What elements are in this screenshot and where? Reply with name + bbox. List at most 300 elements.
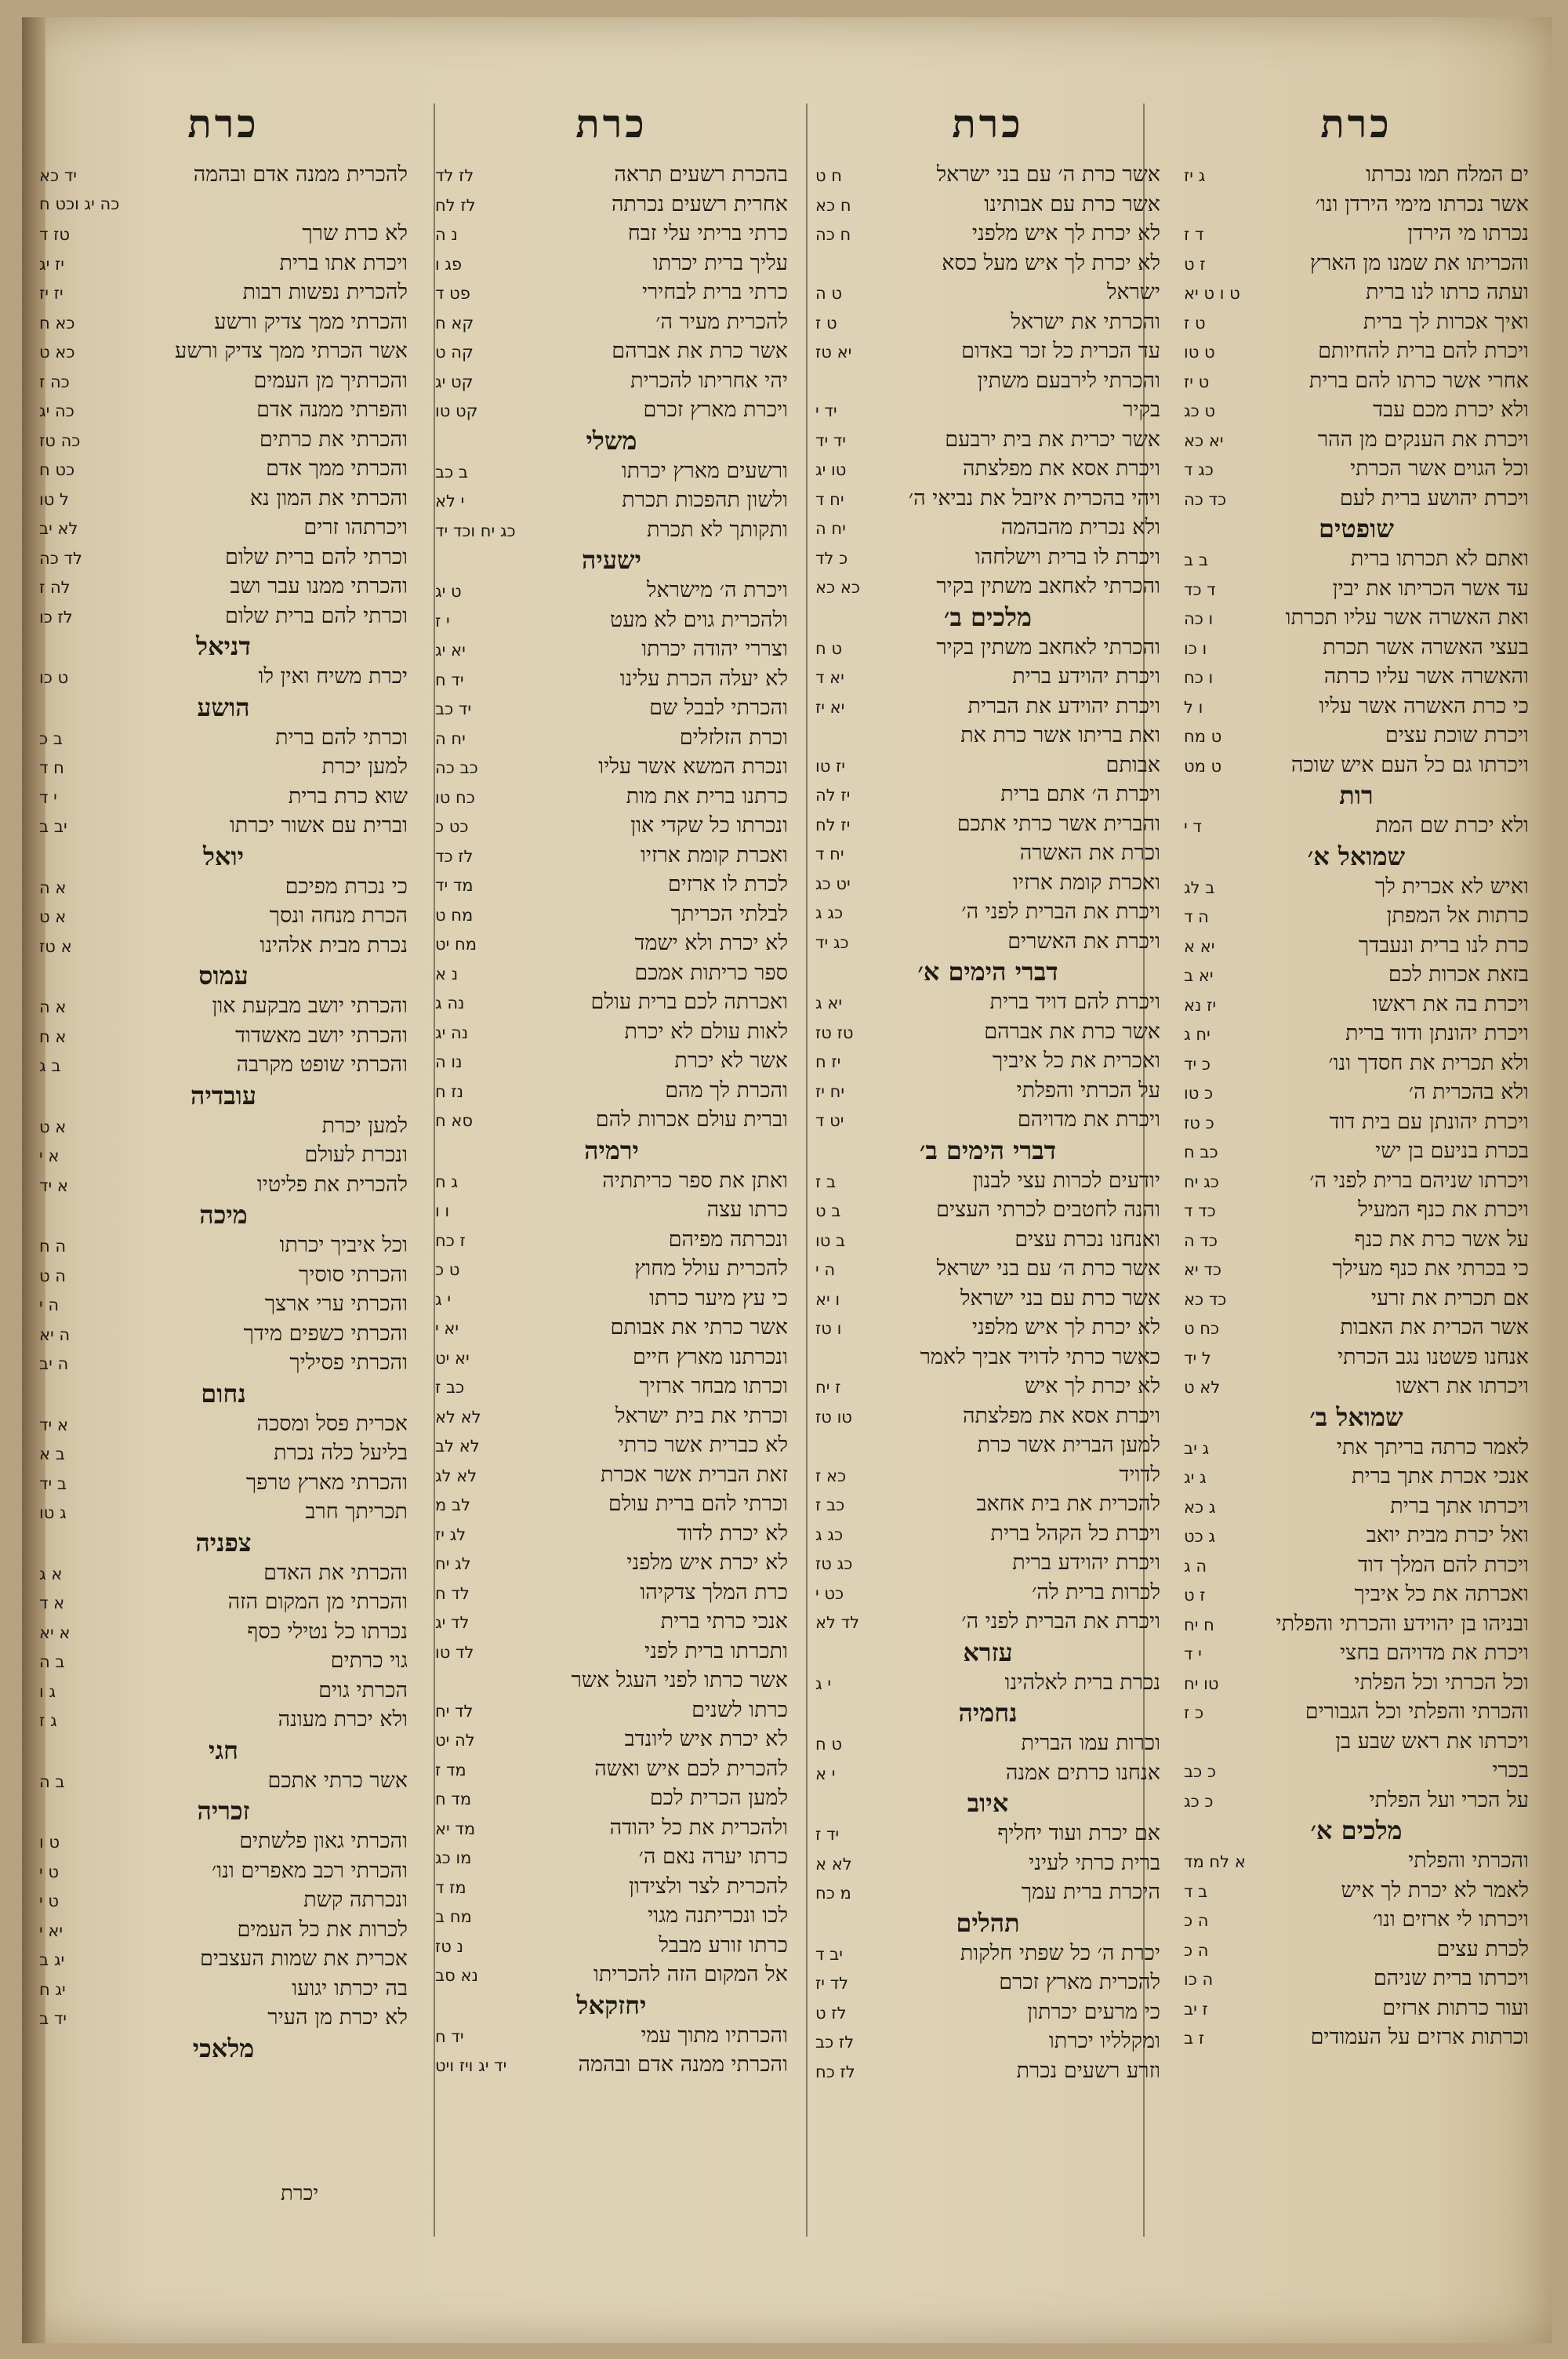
concordance-entry	[435, 782, 788, 812]
concordance-entry	[39, 1140, 408, 1170]
entry-reference: קא ח	[435, 313, 474, 333]
entry-reference: יד ב	[39, 2009, 67, 2028]
concordance-entry	[1184, 454, 1529, 484]
entry-text: והכרתי שופט מקרבה	[236, 1052, 408, 1077]
concordance-entry	[815, 249, 1160, 278]
concordance-entry	[435, 190, 788, 220]
entry-text: והכרתי את המון נא	[249, 485, 408, 511]
concordance-entry	[815, 1195, 1160, 1225]
book-heading: שמואל א׳	[1307, 841, 1406, 871]
entry-reference: ב ה	[39, 1652, 65, 1671]
concordance-entry	[39, 1915, 408, 1945]
entry-reference: ג כט	[1184, 1527, 1216, 1546]
concordance-entry	[1184, 811, 1529, 841]
concordance-entry	[435, 395, 788, 425]
entry-text: ואכרת קומת ארזיו	[1012, 870, 1160, 895]
entry-reference: כא ח	[39, 313, 75, 333]
book-heading: עובדיה	[191, 1080, 256, 1110]
entry-text: אשר כרת עם אבותינו	[984, 191, 1160, 216]
entry-reference: כח טו	[435, 787, 475, 807]
entry-list	[1184, 160, 1529, 2052]
entry-reference: י ד	[39, 787, 57, 807]
entry-reference: ז ב	[1184, 2029, 1205, 2048]
entry-text: שוא כרת ברית	[288, 783, 408, 809]
entry-text: אנחנו פשטנו נגב הכרתי	[1338, 1344, 1529, 1369]
entry-reference: ב ה	[39, 1772, 65, 1791]
entry-reference: כד כא	[1184, 1289, 1227, 1309]
concordance-entry	[435, 219, 788, 249]
concordance-entry	[1184, 1343, 1529, 1372]
concordance-entry	[435, 1105, 788, 1135]
entry-reference: ט ו	[39, 1833, 60, 1852]
entry-text: לאמר לא יכרת לך איש	[1341, 1877, 1529, 1903]
book-heading: עזרא	[963, 1637, 1013, 1667]
entry-text: וכל הכרתי וכל הפלתי	[1354, 1670, 1529, 1695]
concordance-entry	[39, 1468, 408, 1498]
concordance-entry	[39, 1170, 408, 1200]
concordance-entry	[435, 456, 788, 486]
entry-text: והכרתי ממנו עבר ושב	[230, 574, 408, 598]
concordance-entry	[435, 634, 788, 664]
entry-reference: לא א	[815, 1854, 852, 1874]
entry-reference: יז יז	[39, 284, 64, 303]
entry-text: על אשר כרת את כנף	[1354, 1227, 1529, 1252]
entry-text: אשר הכרית את האבות	[1340, 1315, 1529, 1339]
concordance-entry	[435, 1343, 788, 1372]
entry-reference: כה יג וכט ח	[39, 194, 120, 213]
concordance-entry	[815, 721, 1160, 751]
entry-text: ספר כריתות אמכם	[634, 960, 788, 985]
entry-reference: פג ו	[435, 254, 463, 274]
entry-reference: מח יט	[435, 935, 477, 954]
entry-reference: יא א	[1184, 936, 1215, 956]
entry-reference: א יד	[39, 1415, 68, 1434]
entry-reference: לא לא	[435, 1407, 481, 1427]
entry-text: לא יכרת לך איש	[1025, 1374, 1160, 1398]
concordance-entry	[435, 515, 788, 545]
entry-text: אנחנו כרתים אמנה	[1005, 1760, 1160, 1785]
concordance-entry	[435, 1401, 788, 1431]
entry-text: ויכרתו ברית שניהם	[1373, 1966, 1529, 1990]
concordance-entry	[815, 1758, 1160, 1788]
concordance-entry	[1184, 1935, 1529, 1965]
entry-reference: ט כג	[1184, 402, 1216, 420]
entry-text: והכרתי לאחאב משתין בקיר	[936, 634, 1160, 660]
entry-reference: כה יג	[39, 402, 74, 420]
entry-reference: כה טז	[39, 431, 81, 450]
concordance-entry	[39, 931, 408, 961]
entry-text: וברית עם אשור יכרתו	[229, 813, 408, 838]
entry-text: אכרית את שמות העצבים	[199, 1946, 408, 1971]
entry-reference: יז יג	[39, 254, 64, 274]
entry-reference: מד ז	[435, 1760, 466, 1779]
entry-text: ים המלח תמו נכרתו	[1366, 162, 1529, 187]
entry-reference: טו יג	[815, 460, 847, 479]
concordance-entry	[39, 1111, 408, 1141]
entry-reference: ט כו	[39, 668, 69, 687]
entry-reference: ט ז	[815, 313, 837, 333]
concordance-entry	[435, 1696, 788, 1725]
entry-text: ויכרת את כנף המעיל	[1358, 1198, 1529, 1222]
entry-reference: יב ד	[815, 1944, 843, 1964]
concordance-entry	[1184, 249, 1529, 278]
entry-text: ואת האשרה אשר עליו תכרתו	[1285, 605, 1529, 630]
entry-text: בהכרת רשעים תראה	[614, 162, 788, 187]
concordance-entry	[39, 752, 408, 782]
entry-text: ויכרת את הברית לפני ה׳	[961, 900, 1160, 924]
entry-text: ויכרת אסא את מפלצתה	[962, 1403, 1160, 1428]
entry-reference: א ה	[39, 998, 67, 1016]
entry-reference: כד ה	[1184, 1230, 1218, 1250]
entry-reference: ה י	[815, 1260, 836, 1279]
entry-reference: יא כא	[1184, 431, 1224, 450]
entry-text: אשר כרת עם בני ישראל	[960, 1285, 1160, 1310]
entry-reference: לז כב	[815, 2033, 855, 2052]
concordance-entry	[435, 1254, 788, 1284]
concordance-entry	[815, 2056, 1160, 2086]
entry-text: למען יכרת	[321, 1113, 408, 1138]
entry-reference: כד כה	[1184, 489, 1227, 509]
entry-text: למען הברית אשר כרת	[977, 1433, 1160, 1457]
entry-text: היכרת ברית עמך	[1021, 1880, 1160, 1904]
entry-text: והכרתי פסיליך	[289, 1350, 408, 1375]
book-heading: עמוס	[198, 961, 249, 990]
column-3	[435, 88, 788, 2268]
column-1	[1184, 88, 1529, 2268]
entry-reference: כח ט	[1184, 1319, 1220, 1338]
entry-reference: יא י	[435, 1319, 459, 1338]
entry-reference: ב ג	[39, 1056, 61, 1075]
entry-text: והכרתי ממך צדיק ורשע	[214, 309, 408, 334]
entry-text: כרת לנו ברית ונעבדך	[1358, 932, 1529, 958]
entry-text: וכרתי את בית ישראל	[615, 1403, 788, 1428]
entry-text: ולא נכרית מהבהמה	[1000, 515, 1160, 540]
entry-reference: ח ט	[815, 166, 843, 185]
entry-text: לא יכרת לך איש מעל כסא	[942, 250, 1160, 275]
entry-reference: יא יג	[435, 641, 466, 660]
entry-reference: מו כג	[435, 1848, 472, 1867]
entry-reference: ג יב	[1184, 1438, 1210, 1458]
column-4	[39, 88, 408, 2268]
entry-text: לא יכרת מן העיר	[267, 2005, 408, 2030]
entry-reference: ח יח	[1184, 1615, 1214, 1634]
entry-text: לא כרת שרך	[302, 221, 408, 245]
entry-reference: לד כה	[39, 548, 82, 568]
entry-text: וכרתי להם ברית	[275, 725, 408, 750]
concordance-entry	[435, 1578, 788, 1608]
entry-reference: לג יח	[435, 1554, 471, 1573]
entry-text: כרתו זורע מבבל	[659, 1932, 788, 1957]
entry-text: והכריתו את שמנו מן הארץ	[1309, 250, 1529, 275]
book-heading: משלי	[586, 425, 637, 456]
entry-text: זאת הברית אשר אכרת	[600, 1462, 788, 1487]
concordance-entry	[1184, 872, 1529, 902]
entry-text: לכרת עצים	[1436, 1936, 1529, 1961]
concordance-entry	[39, 1558, 408, 1588]
entry-text: ויכרתהו זרים	[303, 515, 408, 540]
entry-reference: ו טז	[815, 1319, 842, 1338]
entry-reference: יז טו	[815, 756, 845, 776]
entry-reference: מח ב	[435, 1907, 472, 1926]
entry-text: והכרתי והפלתי	[1408, 1848, 1529, 1873]
concordance-entry	[1184, 1609, 1529, 1639]
concordance-entry	[435, 1195, 788, 1225]
book-heading: איוב	[967, 1788, 1009, 1818]
entry-text: אכרית פסל ומסכה	[256, 1411, 408, 1436]
concordance-entry	[815, 366, 1160, 396]
entry-reference: יד ז	[815, 1825, 840, 1844]
entry-reference: ח כא	[815, 195, 851, 215]
concordance-entry	[815, 484, 1160, 514]
concordance-entry	[39, 811, 408, 841]
column-rule	[806, 104, 808, 2237]
entry-text: ואכרתה את כל איביך	[1354, 1582, 1529, 1606]
concordance-entry	[39, 1230, 408, 1260]
concordance-entry	[39, 278, 408, 307]
entry-text: בכרת בניעם בן ישי	[1375, 1139, 1529, 1163]
entry-reference: כג יד	[815, 932, 849, 952]
concordance-entry	[435, 1076, 788, 1106]
book-heading: ישעיה	[582, 545, 641, 575]
concordance-entry	[435, 278, 788, 307]
entry-text: אם יכרת ועוד יחליף	[997, 1821, 1160, 1845]
concordance-entry	[435, 576, 788, 605]
entry-text: והכרתי מארץ טרפך	[245, 1470, 408, 1495]
entry-reference: ז ט	[1184, 1586, 1206, 1605]
entry-reference: י ג	[435, 1289, 452, 1309]
entry-text: ישראל	[1106, 280, 1160, 304]
entry-reference: כג ג	[815, 1525, 844, 1544]
entry-text: והכרתי יושב מבקעת און	[212, 994, 408, 1018]
entry-reference: לז כח	[815, 2062, 855, 2081]
entry-text: כי כרת האשרה אשר עליו	[1319, 693, 1529, 718]
entry-reference: לא לג	[435, 1466, 477, 1485]
entry-reference: יח ד	[815, 489, 844, 509]
entry-text: אחרית רשעים נכרתה	[612, 191, 788, 216]
entry-reference: טו יח	[1184, 1674, 1219, 1693]
book-heading: מלאכי	[192, 2033, 255, 2063]
column-heading: כרת	[187, 100, 260, 147]
entry-text: ויכרת להם ברית להחיותם	[1318, 339, 1529, 363]
entry-reference: ה ח	[39, 1237, 67, 1256]
entry-reference: ח כה	[815, 225, 851, 244]
entry-reference: ה יב	[39, 1354, 69, 1373]
concordance-entry	[815, 1254, 1160, 1284]
concordance-entry	[815, 897, 1160, 927]
entry-reference: יז ח	[815, 1052, 841, 1071]
concordance-entry	[815, 868, 1160, 898]
concordance-entry	[435, 1372, 788, 1401]
concordance-entry	[815, 1372, 1160, 1401]
entry-reference: ג ח	[435, 1172, 459, 1191]
column-heading: כרת	[1320, 100, 1392, 147]
entry-text: אם תכרית את זרעי	[1370, 1285, 1529, 1310]
entry-reference: טו טז	[815, 1407, 852, 1427]
concordance-entry	[39, 1766, 408, 1796]
concordance-entry	[815, 425, 1160, 455]
entry-text: ויכרת את הענקים מן ההר	[1317, 427, 1529, 452]
concordance-entry	[1184, 633, 1529, 663]
entry-reference: כט י	[815, 1583, 844, 1603]
concordance-entry	[435, 1872, 788, 1902]
entry-text: יכרת ה׳ כל שפתי חלקות	[960, 1940, 1160, 1965]
entry-text: אחרי אשר כרתו להם ברית	[1308, 368, 1529, 393]
entry-text: ונכרת לעולם	[304, 1143, 408, 1167]
concordance-entry	[1184, 1462, 1529, 1492]
concordance-entry	[815, 1819, 1160, 1848]
entry-reference: כב ז	[435, 1378, 465, 1397]
concordance-entry	[435, 1783, 788, 1813]
entry-reference: כט כ	[435, 817, 469, 836]
entry-reference: ז יב	[1184, 1999, 1208, 2019]
concordance-entry	[815, 1430, 1160, 1460]
entry-text: ויכרתו אתך ברית	[1390, 1493, 1529, 1518]
concordance-entry	[1184, 219, 1529, 249]
entry-reference: לז לד	[435, 166, 474, 185]
concordance-entry	[39, 1705, 408, 1735]
concordance-entry	[435, 485, 788, 515]
concordance-entry	[1184, 1372, 1529, 1401]
concordance-entry	[39, 662, 408, 692]
entry-reference: ז ט	[1184, 254, 1206, 274]
concordance-entry	[815, 395, 1160, 425]
entry-reference: א ט	[39, 907, 67, 926]
concordance-entry	[1184, 1225, 1529, 1255]
entry-text: אנכי אכרת אתך ברית	[1352, 1464, 1529, 1488]
concordance-entry	[39, 190, 408, 220]
concordance-entry	[39, 1348, 408, 1378]
entry-text: והכרתי יושב מאשדוד	[235, 1023, 408, 1048]
entry-text: נכרת ברית לאלהינו	[1004, 1670, 1160, 1695]
book-heading: שמואל ב׳	[1309, 1401, 1403, 1432]
entry-text: וכרת את האשרה	[1019, 841, 1160, 865]
entry-text: כי נכרת מפיכם	[285, 874, 408, 899]
entry-text: בכרי	[1492, 1758, 1529, 1783]
concordance-entry	[435, 1548, 788, 1578]
entry-reference: ה יא	[39, 1325, 71, 1344]
concordance-entry	[1184, 931, 1529, 961]
entry-reference: ה י	[39, 1296, 60, 1314]
entry-text: כרתו עצה	[706, 1198, 788, 1222]
entry-reference: ח ד	[39, 758, 64, 777]
entry-text: ונכרתה קשת	[303, 1888, 408, 1912]
entry-reference: קט טו	[435, 402, 478, 420]
concordance-entry	[815, 751, 1160, 780]
concordance-entry	[815, 780, 1160, 809]
concordance-entry	[1184, 1638, 1529, 1668]
entry-reference: לא יב	[39, 519, 78, 538]
book-heading: ירמיה	[584, 1135, 639, 1165]
entry-text: והכרתיו מתוך עמי	[641, 2023, 788, 2048]
entry-reference: לז כו	[39, 607, 73, 627]
concordance-entry	[435, 1430, 788, 1460]
concordance-entry	[435, 1313, 788, 1343]
entry-reference: נה יג	[435, 1023, 469, 1042]
entry-text: והכרתי גאון פלשתים	[239, 1829, 408, 1853]
entry-text: על הכרי ועל הפלתי	[1369, 1787, 1529, 1812]
entry-text: והכרתי סוסיך	[299, 1262, 408, 1287]
entry-reference: יד ח	[435, 670, 464, 689]
concordance-entry	[435, 723, 788, 753]
entry-reference: לא לב	[435, 1437, 480, 1456]
entry-reference: לה יט	[435, 1731, 475, 1750]
entry-text: להכרית את פליטיו	[256, 1172, 408, 1197]
concordance-entry	[39, 484, 408, 514]
concordance-entry	[435, 1284, 788, 1314]
entry-reference: כד יא	[1184, 1260, 1221, 1279]
concordance-entry	[815, 1105, 1160, 1135]
entry-text: ויכרתו לי ארזים ונו׳	[1372, 1907, 1529, 1932]
entry-reference: כה ז	[39, 372, 70, 391]
entry-text: והנה לחטבים לכרתי העצים	[936, 1198, 1160, 1222]
entry-text: להכרית לכם איש ואשה	[594, 1756, 788, 1781]
entry-reference: ט מח	[1184, 727, 1222, 746]
concordance-entry	[815, 1997, 1160, 2027]
concordance-entry	[435, 1725, 788, 1754]
concordance-entry	[1184, 1136, 1529, 1166]
entry-reference: ט י	[39, 1892, 59, 1910]
concordance-entry	[435, 1637, 788, 1667]
entry-text: ואכרתה לכם ברית עולם	[590, 990, 788, 1014]
entry-reference: ב ד	[1184, 1881, 1208, 1901]
concordance-entry	[815, 1519, 1160, 1549]
concordance-entry	[815, 1968, 1160, 1997]
catchword: יכרת	[281, 2182, 319, 2205]
entry-text: ויכרת בה את ראשו	[1372, 991, 1529, 1016]
concordance-entry	[39, 307, 408, 337]
book-heading: יואל	[202, 841, 245, 871]
entry-text: להכרית ממנה אדם ובהמה	[193, 162, 408, 187]
entry-reference: א י	[39, 1147, 60, 1165]
concordance-entry	[39, 1050, 408, 1080]
entry-reference: כג טז	[815, 1554, 853, 1573]
entry-text: והכרתי לבבל שם	[649, 696, 788, 720]
entry-text: עליך ברית יכרתו	[652, 250, 788, 275]
entry-text: לא יעלה הכרת עלינו	[619, 666, 788, 691]
entry-reference: מז ד	[435, 1877, 466, 1897]
entry-text: וכרתי להם ברית שלום	[225, 544, 408, 569]
concordance-entry	[435, 1046, 788, 1076]
entry-reference: יב ב	[39, 817, 67, 836]
entry-text: לכרות את כל העמים	[237, 1917, 408, 1942]
concordance-entry	[39, 602, 408, 631]
entry-text: ויכרת יהונתן ודוד ברית	[1345, 1021, 1529, 1045]
entry-text: כרת המלך צדקיהו	[640, 1579, 788, 1605]
entry-reference: יט ד	[815, 1111, 844, 1130]
concordance-entry	[1184, 1019, 1529, 1049]
entry-text: בעצי האשרה אשר תכרת	[1323, 634, 1529, 660]
concordance-entry	[39, 901, 408, 931]
entry-text: לדויד	[1119, 1462, 1160, 1487]
entry-text: והכרתי לאחאב משתין בקיר	[936, 574, 1160, 598]
entry-reference: ג ו	[39, 1681, 56, 1701]
entry-text: וזרע רשעים נכרת	[1016, 2058, 1160, 2083]
entry-text: לא יכרת לדוד	[677, 1521, 788, 1546]
concordance-entry	[1184, 336, 1529, 366]
entry-reference: ט ח	[815, 1735, 843, 1754]
entry-reference: יח ד	[815, 845, 844, 863]
entry-reference: נז ח	[435, 1081, 464, 1101]
concordance-entry	[815, 1313, 1160, 1343]
concordance-entry	[1184, 1049, 1529, 1078]
entry-reference: ג יג	[1184, 1468, 1207, 1487]
concordance-entry	[1184, 1994, 1529, 2023]
concordance-entry	[815, 662, 1160, 692]
entry-reference: לז לח	[435, 195, 476, 215]
entry-reference: יד י	[815, 402, 837, 420]
concordance-entry	[39, 1497, 408, 1527]
entry-text: ויכרת אסא את מפלצתה	[962, 456, 1160, 481]
